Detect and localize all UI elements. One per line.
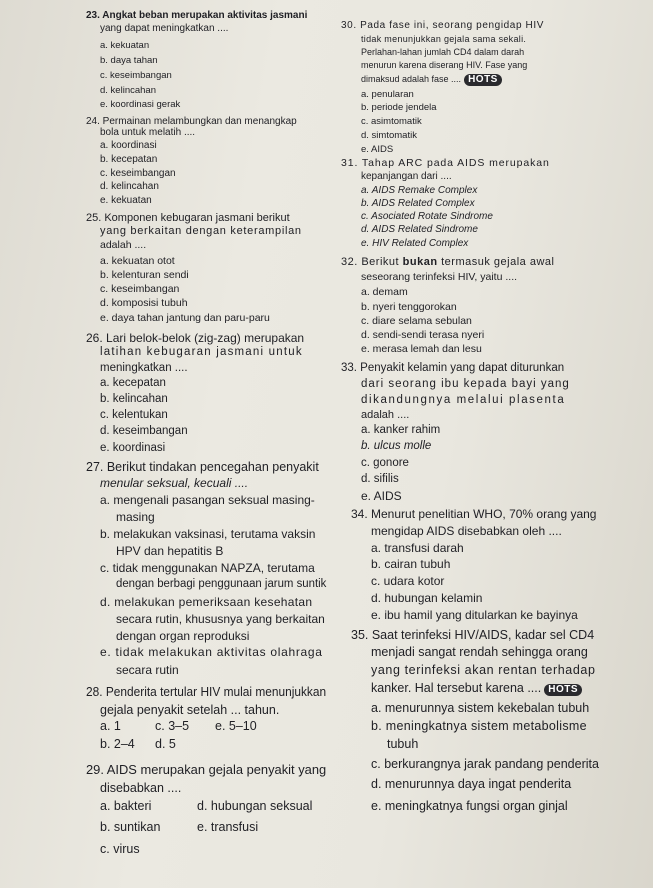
question-30-option-e: e. AIDS xyxy=(361,144,394,155)
question-31-stem-line-1: 31. Tahap ARC pada AIDS merupakan xyxy=(341,157,550,169)
question-35-stem-text: kanker. Hal tersebut karena .... xyxy=(371,681,542,695)
question-27-stem-line-2 xyxy=(100,477,248,489)
question-29-stem-line-2: disebabkan .... xyxy=(100,781,182,795)
question-29-stem-line-1: 29. AIDS merupakan gejala penyakit yang xyxy=(86,762,327,777)
question-29-option-d: d. hubungan seksual xyxy=(197,799,313,813)
question-23-stem-line-2: yang dapat meningkatkan .... xyxy=(100,23,229,34)
question-35-stem-line-1: 35. Saat terinfeksi HIV/AIDS, kadar sel CD4 xyxy=(351,628,595,642)
hots-badge: HOTS xyxy=(544,684,582,696)
question-27-option-c-line-1: c. tidak menggunakan NAPZA, terutama xyxy=(100,561,315,575)
question-30-option-c: c. asimtomatik xyxy=(361,116,422,127)
question-33-option-c: c. gonore xyxy=(361,457,409,469)
question-25-option-b: b. kelenturan sendi xyxy=(100,269,189,281)
question-23-option-a: a. kekuatan xyxy=(100,40,150,51)
question-34-option-a: a. transfusi darah xyxy=(371,541,464,555)
question-26-option-a: a. kecepatan xyxy=(100,377,166,389)
question-25-option-c: c. keseimbangan xyxy=(100,283,180,295)
question-31-option-a: a. AIDS Remake Complex xyxy=(361,185,478,196)
question-35-stem-line-3: yang terinfeksi akan rentan terhadap xyxy=(371,663,596,677)
question-31-stem-line-2: kepanjangan dari .... xyxy=(361,171,452,182)
hots-badge: HOTS xyxy=(464,74,502,86)
question-34-stem-line-2: mengidap AIDS disebabkan oleh .... xyxy=(371,524,562,538)
question-32-option-a: a. demam xyxy=(361,286,408,298)
question-27-stem-line-1: 27. Berikut tindakan pencegahan penyakit xyxy=(86,460,319,474)
question-29-option-e: e. transfusi xyxy=(197,820,259,834)
question-26-option-d: d. keseimbangan xyxy=(100,425,188,437)
question-30-stem-line-3: Perlahan-lahan jumlah CD4 dalam darah xyxy=(361,47,525,57)
question-35-stem-line-2: menjadi sangat rendah sehingga orang xyxy=(371,645,588,659)
question-33-option-a: a. kanker rahim xyxy=(361,424,441,436)
question-27-option-e-line-2: secara rutin xyxy=(116,663,179,677)
question-23-option-d: d. kelincahan xyxy=(100,85,156,96)
question-32-stem-prefix: 32. Berikut xyxy=(341,256,400,268)
question-30-option-a: a. penularan xyxy=(361,89,414,100)
question-26-option-e: e. koordinasi xyxy=(100,442,166,454)
question-23-stem-line-1: 23. Angkat beban merupakan aktivitas jasmani xyxy=(86,10,308,21)
question-25-option-e: e. daya tahan jantung dan paru-paru xyxy=(100,312,270,324)
question-34-option-b: b. cairan tubuh xyxy=(371,557,451,571)
question-32-option-b: b. nyeri tenggorokan xyxy=(361,301,457,313)
question-25-stem-line-2: yang berkaitan dengan keterampilan xyxy=(100,225,302,237)
question-31-option-c: c. Asociated Rotate Sindrome xyxy=(361,211,493,222)
question-35-option-b-line-1: b. meningkatnya sistem metabolisme xyxy=(371,719,587,733)
question-33-stem-line-1: 33. Penyakit kelamin yang dapat diturunkan xyxy=(341,362,565,374)
question-33-option-b: b. ulcus molle xyxy=(361,440,432,452)
question-33-option-d: d. sifilis xyxy=(361,473,399,485)
question-28-option-c: c. 3–5 xyxy=(155,719,190,733)
question-30-option-b: b. periode jendela xyxy=(361,102,437,113)
question-28-stem-line-2: gejala penyakit setelah ... tahun. xyxy=(100,703,280,717)
question-27-option-b-line-2: HPV dan hepatitis B xyxy=(116,544,224,558)
question-28-option-b: b. 2–4 xyxy=(100,737,135,751)
question-31-option-e: e. HIV Related Complex xyxy=(361,238,469,249)
question-34-stem-line-1: 34. Menurut penelitian WHO, 70% orang yang xyxy=(351,507,597,521)
question-27-option-a-line-2: masing xyxy=(116,510,155,524)
question-31-option-b: b. AIDS Related Complex xyxy=(361,198,475,209)
question-32-stem-line-2: seseorang terinfeksi HIV, yaitu .... xyxy=(361,271,518,283)
question-35-stem-line-4 xyxy=(371,682,582,696)
question-34-option-d: d. hubungan kelamin xyxy=(371,591,483,605)
question-23-option-b: b. daya tahan xyxy=(100,55,158,66)
question-25-option-a: a. kekuatan otot xyxy=(100,255,175,267)
question-35-option-e: e. meningkatnya fungsi organ ginjal xyxy=(371,799,568,813)
question-33-stem-line-2: dari seorang ibu kepada bayi yang xyxy=(361,378,570,390)
question-28-option-e: e. 5–10 xyxy=(215,719,257,733)
question-24-option-b: b. kecepatan xyxy=(100,154,158,165)
question-25-stem-line-3: adalah .... xyxy=(100,239,147,251)
question-26-option-c: c. kelentukan xyxy=(100,409,168,421)
question-32-option-e: e. merasa lemah dan lesu xyxy=(361,343,482,355)
question-33-option-e: e. AIDS xyxy=(361,489,402,503)
question-34-option-c: c. udara kotor xyxy=(371,574,445,588)
question-27-option-d-line-3: dengan organ reproduksi xyxy=(116,629,250,643)
question-26-stem-line-1: 26. Lari belok-belok (zig-zag) merupakan xyxy=(86,331,305,345)
question-30-option-d: d. simtomatik xyxy=(361,130,417,141)
question-24-stem-line-1: 24. Permainan melambungkan dan menangkap xyxy=(86,116,297,127)
question-29-option-b: b. suntikan xyxy=(100,820,161,834)
question-23-option-c: c. keseimbangan xyxy=(100,70,172,81)
question-30-stem-text: dimaksud adalah fase .... xyxy=(361,74,462,84)
question-28-option-d: d. 5 xyxy=(155,737,176,751)
question-32-stem-emphasis: bukan xyxy=(402,256,438,268)
question-27-option-e-line-1: e. tidak melakukan aktivitas olahraga xyxy=(100,645,323,659)
question-23-option-e: e. koordinasi gerak xyxy=(100,99,181,110)
question-24-option-d: d. kelincahan xyxy=(100,181,159,192)
question-27-option-d-line-2: secara rutin, khususnya yang berkaitan xyxy=(116,612,325,626)
question-33-stem-line-3: dikandungnya melalui plasenta xyxy=(361,394,566,406)
question-28-stem-line-1: 28. Penderita tertular HIV mulai menunjukkan xyxy=(86,685,327,699)
question-27-stem-text: menular seksual, kecuali .... xyxy=(100,476,249,490)
question-35-option-b-line-2: tubuh xyxy=(387,737,419,751)
question-30-stem-line-4: menurun karena diserang HIV. Fase yang xyxy=(361,60,528,70)
question-24-stem-line-2: bola untuk melatih .... xyxy=(100,127,196,138)
question-26-option-b: b. kelincahan xyxy=(100,393,168,405)
question-30-stem-line-1: 30. Pada fase ini, seorang pengidap HIV xyxy=(341,20,544,31)
question-35-option-a: a. menurunnya sistem kekebalan tubuh xyxy=(371,701,590,715)
question-26-stem-line-3: meningkatkan .... xyxy=(100,362,188,374)
question-24-option-a: a. koordinasi xyxy=(100,140,157,151)
question-32-stem-line-1 xyxy=(341,257,554,268)
question-30-stem-line-2: tidak menunjukkan gejala sama sekali. xyxy=(361,34,527,44)
question-24-option-e: e. kekuatan xyxy=(100,195,152,206)
question-32-option-c: c. diare selama sebulan xyxy=(361,315,472,327)
question-27-option-b-line-1: b. melakukan vaksinasi, terutama vaksin xyxy=(100,527,316,541)
question-25-option-d: d. komposisi tubuh xyxy=(100,297,188,309)
question-25-stem-line-1: 25. Komponen kebugaran jasmani berikut xyxy=(86,212,290,224)
question-32-stem-suffix: termasuk gejala awal xyxy=(441,256,555,268)
question-26-stem-line-2: latihan kebugaran jasmani untuk xyxy=(100,346,303,358)
question-27-option-d-line-1: d. melakukan pemeriksaan kesehatan xyxy=(100,595,313,609)
question-34-option-e: e. ibu hamil yang ditularkan ke bayinya xyxy=(371,608,578,622)
question-35-option-d: d. menurunnya daya ingat penderita xyxy=(371,777,572,791)
question-24-option-c: c. keseimbangan xyxy=(100,168,176,179)
question-27-option-c-line-2: dengan berbagi penggunaan jarum suntik xyxy=(116,578,327,590)
question-29-option-a: a. bakteri xyxy=(100,799,152,813)
question-31-option-d: d. AIDS Related Sindrome xyxy=(361,224,478,235)
question-27-option-a-line-1: a. mengenali pasangan seksual masing- xyxy=(100,493,315,507)
question-28-option-a: a. 1 xyxy=(100,719,121,733)
question-33-stem-line-4: adalah .... xyxy=(361,409,410,421)
question-30-stem-line-5 xyxy=(361,74,502,86)
question-29-option-c: c. virus xyxy=(100,842,140,856)
question-32-option-d: d. sendi-sendi terasa nyeri xyxy=(361,329,485,341)
question-35-option-c: c. berkurangnya jarak pandang penderita xyxy=(371,757,599,771)
